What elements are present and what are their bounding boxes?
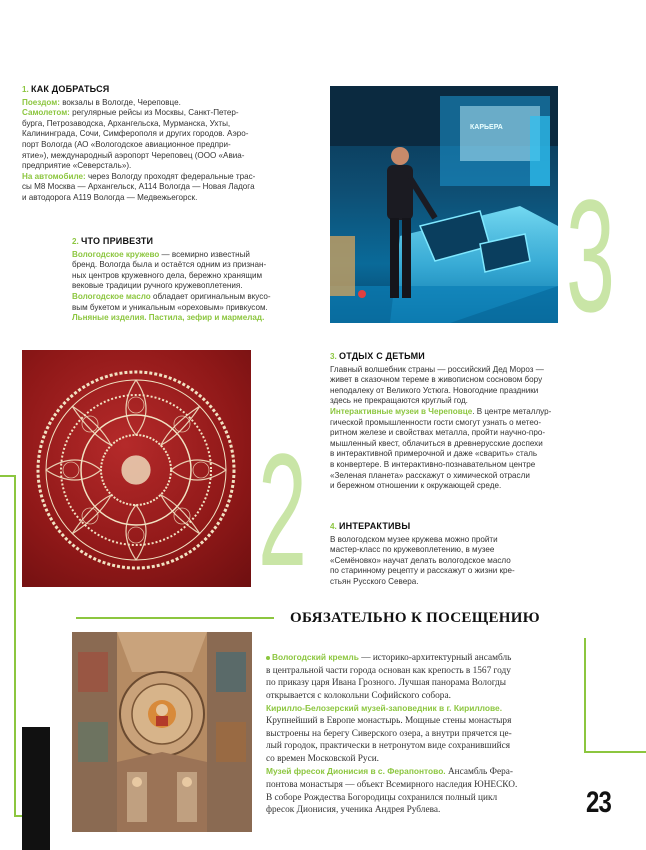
section-family-rest — [330, 351, 630, 492]
text-line: понтова монастыря — объект Всемирного наследия ЮНЕСКО. — [266, 779, 518, 790]
divider-line — [268, 617, 274, 619]
screen-label: КАРЬЕРА — [470, 124, 503, 131]
text-line: В соборе Рождества Богородицы сохранился полный цикл — [266, 792, 498, 803]
divider-line — [584, 751, 646, 753]
text-line: открывается с колокольни Софийского собора. — [266, 690, 451, 701]
text-line: по старинному рецепту и расскажут о жизни кре- — [330, 566, 515, 576]
section-title: ОТДЫХ С ДЕТЬМИ — [339, 351, 425, 361]
train-label: Поездом: — [22, 97, 60, 107]
text-line: гической промышленности гости смогут узнать о метео- — [330, 417, 542, 427]
text-line: «Зеленая планета» расскажут о химической отрасли — [330, 470, 530, 480]
must-visit-title: ОБЯЗАТЕЛЬНО К ПОСЕЩЕНИЮ — [290, 610, 540, 626]
lace-line: — всемирно известный — [161, 249, 250, 259]
text-line: мастер-класс по кружевоплетению, в музее — [330, 545, 495, 555]
section-interactives — [330, 521, 630, 588]
lace-doily-icon — [22, 350, 251, 587]
lace-label: Вологодское кружево — [72, 249, 160, 259]
plane-line: бурга, Петрозаводска, Архангельска, Мурманска, Ухты, — [22, 118, 231, 128]
divider-line — [14, 475, 16, 815]
lace-line: бренд. Вологда была и остаётся одним из признан- — [72, 260, 267, 270]
photo-vologda-lace — [22, 350, 251, 587]
text-line: мышленный квест, облачиться в древнерусские доспехи — [330, 438, 543, 448]
kremlin-label: Вологодский кремль — [272, 652, 359, 662]
text-line: по приказу царя Ивана Грозного. Лучшая панорама Вологды — [266, 678, 507, 689]
linen-line: Льняные изделия. Пастила, зефир и мармелад. — [72, 313, 265, 323]
lace-line: ных центров кружевного дела, бережно хранящим — [72, 270, 263, 280]
plane-line: порт Вологда (АО «Вологодское авиационное предпри- — [22, 139, 231, 149]
section-number: 3. — [330, 352, 337, 361]
kremlin-paragraph — [266, 651, 576, 702]
text-line: в конвертере. В интерактивно-познавательном центре — [330, 459, 536, 469]
text-line: ритном железе и свойствах металла, пройти научно-про- — [330, 428, 546, 438]
section-title: КАК ДОБРАТЬСЯ — [31, 84, 110, 94]
photo-frescoes — [72, 632, 252, 832]
text-line: фресок Дионисия, ученика Андрея Рублева. — [266, 805, 441, 816]
text-line: в интерактивной примерочной и даже «сварить» сталь — [330, 449, 538, 459]
lace-line: вековые традиции ручного кружевоплетения. — [72, 281, 243, 291]
text-line: здесь не прекращаются круглый год. — [330, 396, 468, 406]
museum-label: Интерактивные музеи в Череповце — [330, 406, 473, 416]
plane-line: Калининграда, Сочи, Симферополя и других городов. Аэро- — [22, 129, 249, 139]
car-label: На автомобиле: — [22, 171, 86, 181]
text-line: «Семёновко» научат делать вологодское масло — [330, 555, 511, 565]
kirillo-label: Кирилло-Белозерский музей-заповедник в г. Кириллове. — [266, 703, 503, 714]
text-line: живет в сказочном тереме в живописном сосновом бору — [330, 375, 543, 385]
section-what-to-bring — [72, 236, 322, 324]
section-title: ЧТО ПРИВЕЗТИ — [81, 236, 154, 246]
car-line: сы М8 Москва — Архангельск, А114 Вологда — Новая Ладога — [22, 182, 255, 192]
text-line: В вологодском музее кружева можно пройти — [330, 534, 498, 544]
text-line: — историко-архитектурный ансамбль — [361, 653, 512, 663]
text-line: и бережном отношении к окружающей среде. — [330, 481, 502, 491]
section-number: 4. — [330, 522, 337, 531]
text-line: со времен Московской Руси. — [266, 753, 380, 764]
fresco-dome-icon — [72, 632, 252, 832]
text-line: Ансамбль Фера- — [447, 767, 513, 778]
text-line: Главный волшебник страны — российский Дед Мороз — — [330, 364, 544, 374]
text-line: Крупнейший в Европе монастырь. Мощные стены монастыря — [266, 715, 512, 726]
section-number: 2. — [72, 237, 79, 246]
divider-line — [76, 617, 268, 619]
divider-line — [584, 638, 586, 753]
section-how-to-get — [22, 84, 322, 204]
butter-line: обладает оригинальным вкусо- — [152, 291, 271, 301]
text-line: стьян Русского Севера. — [330, 576, 419, 586]
black-edge-bar — [22, 727, 50, 850]
text-line: выстроены на берегу Сиверского озера, а внутри прячется це- — [266, 728, 512, 739]
butter-label: Вологодское масло — [72, 291, 151, 301]
text-line: в центральной части города основан как крепость в 1567 году — [266, 665, 511, 676]
text-line: неподалеку от Великого Устюга. Новогодние праздники — [330, 385, 539, 395]
car-line: через Вологду проходят федеральные трас- — [87, 171, 256, 181]
plane-line: ятие»), международный аэропорт Череповец (ООО «Авиа- — [22, 150, 245, 160]
plane-line: регулярные рейсы из Москвы, Санкт-Петер- — [72, 108, 239, 118]
butter-line: вым букетом и уникальным «ореховым» привкусом. — [72, 302, 268, 312]
bullet-dot-icon — [266, 656, 270, 660]
section-title: ИНТЕРАКТИВЫ — [339, 521, 411, 531]
big-number-three: 3 — [566, 166, 615, 345]
section-number: 1. — [22, 85, 29, 94]
big-number-two: 2 — [258, 420, 307, 599]
page-number: 23 — [586, 786, 612, 819]
museum-scene-icon — [330, 86, 558, 323]
text-line: . В центре металлур- — [472, 406, 552, 416]
frescoes-label: Музей фресок Дионисия в с. Ферапонтово. — [266, 766, 446, 777]
text-line: лый городок, практически в нетронутом виде сохранившийся — [266, 741, 511, 752]
divider-line — [0, 475, 14, 477]
plane-label: Самолетом: — [22, 108, 70, 118]
must-visit-body — [266, 651, 576, 817]
car-line: и автодорога А119 Вологда — Медвежьегорск. — [22, 192, 198, 202]
plane-line: предприятие «Северсталь»). — [22, 161, 132, 171]
photo-interactive-museum — [330, 86, 558, 323]
train-text: вокзалы в Вологде, Череповце. — [62, 97, 181, 107]
